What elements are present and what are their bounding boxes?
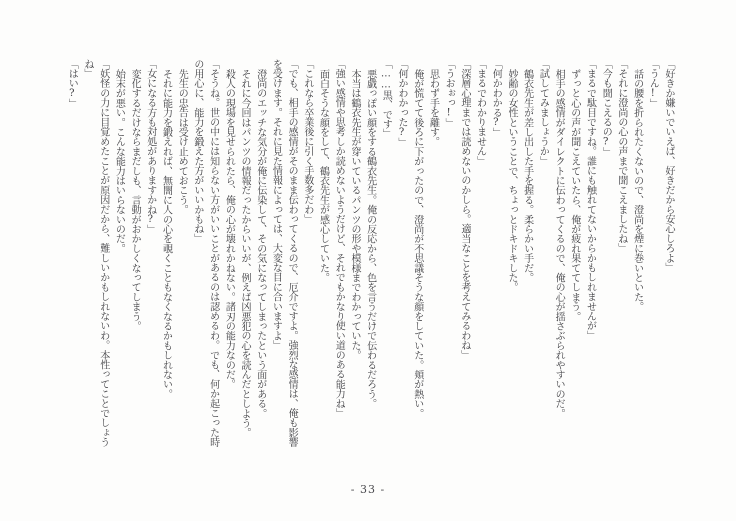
text-line: 「これなら卒業後に引く手数多だわ」 bbox=[301, 59, 313, 224]
text-line: 「はい?」 bbox=[66, 59, 78, 109]
text-line: 「妖怪の力に目覚めたことが原因だから、難しいかもしれないわ。本性ってことでしょう bbox=[97, 59, 109, 448]
text-line: 澄尚のエッチな気分が俺に伝染して、その気になってしまったという面がある。 bbox=[254, 69, 266, 419]
text-line: 「強い感情や思考しか読めないようだけど、それでもかなり使い道のある能力ね」 bbox=[333, 59, 345, 418]
text-line: ね」 bbox=[81, 59, 93, 79]
text-line: 始末が悪い。こんな能力はいらないのだ。 bbox=[113, 69, 125, 254]
text-line: 「好きか嫌いでいえば、好きだから安心しろよ」 bbox=[663, 59, 674, 273]
text-line: 本当は鶴衣先生が穿いているパンツの形や模様までわかっていた。 bbox=[348, 69, 360, 361]
text-line: 「女になる方も対処がありますかね?」 bbox=[144, 59, 156, 235]
text-line: 俺が慌てて後ろに下がったので、澄尚が不思議そうな顔をしていた。頬が熱い。 bbox=[411, 69, 423, 419]
text-line: の用心に、能力を鍛えた方がいいかもね」 bbox=[191, 59, 203, 244]
text-line: 「それに澄尚の心の声まで聞こえましたね」 bbox=[615, 59, 627, 254]
text-line: 面白そうな顔をして、鶴衣先生が感心していた。 bbox=[317, 69, 329, 283]
text-line: を受けます。それに見た情報によっては、大変な目に合いますよ」 bbox=[270, 59, 282, 351]
text-line: 話の腰を折られたくないので、澄尚を煙に巻いといた。 bbox=[631, 69, 643, 312]
text-line: 「そうね。世の中には知らない方がいいことがあるのは認めるわ。でも、何か起こった時 bbox=[207, 59, 219, 448]
text-line: 「まるでわかりません」 bbox=[474, 59, 486, 166]
text-line: 妙齢の女性ということで、ちょっとドキドキした。 bbox=[505, 69, 517, 293]
text-line: 「でも、相手の感情がそのまま伝わってくるので、厄介ですよ。強烈な感情は、俺も影響 bbox=[286, 59, 298, 448]
text-line: それに能力を鍛えれば、無闇に人の心を覗くこともなくなるかもしれない。 bbox=[160, 69, 172, 399]
text-line: 「深層心理までは読めないのかしら。適当なことを考えてみるわね」 bbox=[458, 59, 470, 360]
text-line: 変化するだけならまだしも、言動がおかしくなってしまう。 bbox=[129, 69, 141, 331]
page-number: - 33 - bbox=[350, 483, 386, 496]
text-line: 先生の忠告は受け止めておこう。 bbox=[176, 69, 188, 215]
text-block bbox=[64, 59, 676, 483]
text-line: 殺人の現場を見せられたら、俺の心が壊れかねない。諸刃の能力なのだ。 bbox=[223, 69, 235, 390]
text-line: 「うおぉっ!」 bbox=[443, 59, 455, 128]
text-line: 「まるで駄目ですね。誰にも触れてないからかもしれませんが」 bbox=[584, 59, 596, 341]
text-line: 「何かわかった?」 bbox=[396, 59, 408, 148]
text-line: 「うん!」 bbox=[647, 59, 659, 109]
text-line: 相手の感情がダイレクトに伝わってくるので、俺の心が揺さぶられやすいのだ。 bbox=[553, 69, 565, 419]
text-line: 「何かわかる?」 bbox=[490, 59, 502, 138]
text-line: それに今回はパンツの情報だったからいいが、例えば凶悪犯の心を読んだとしよう。 bbox=[239, 69, 251, 438]
text-line: 「試してみましょうか」 bbox=[537, 59, 549, 166]
text-line: 「……黒、です」 bbox=[380, 59, 392, 139]
text-line: 思わず手を離す。 bbox=[427, 69, 439, 147]
text-line: 悪戯っぽい顔をする鶴衣先生。俺の反応から、色を言うだけで伝わるだろう。 bbox=[364, 69, 376, 409]
text-line: 「今も聞こえるの?」 bbox=[600, 59, 612, 158]
text-line: 鶴衣先生が差し出した手を握る。柔らかい手だ。 bbox=[521, 69, 533, 283]
text-line: ずっと心の声が聞こえていたら、俺が疲れ果ててしまう。 bbox=[568, 69, 580, 322]
